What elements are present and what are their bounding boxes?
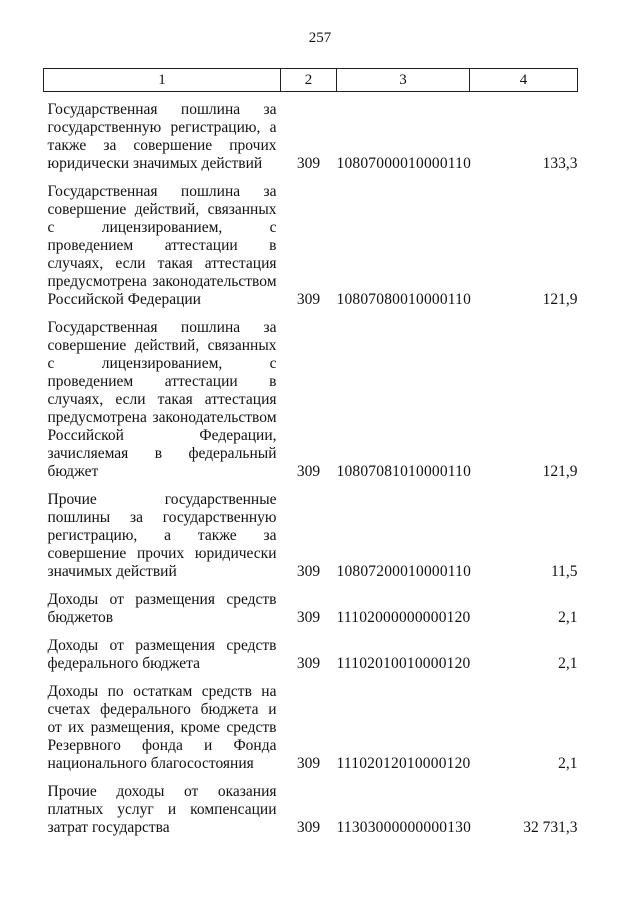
row-admin-code: 309 — [296, 755, 321, 772]
table-row — [44, 637, 578, 683]
table-row — [44, 783, 578, 847]
row-description: Государственная пошлина за государственную регистрацию, а также за совершение прочих юридически значимых действий — [47, 101, 277, 172]
row-kbk-code: 10807080010000110 — [336, 291, 472, 308]
table-header — [44, 69, 578, 92]
header-col-1: 1 — [44, 69, 281, 92]
row-amount: 121,9 — [542, 463, 578, 480]
row-amount: 32 731,3 — [523, 819, 578, 836]
row-kbk-code: 10807000010000110 — [336, 155, 472, 172]
row-description: Доходы от размещения средств федерального бюджета — [47, 637, 277, 672]
row-kbk-code: 10807081010000110 — [336, 463, 472, 480]
header-col-2: 2 — [281, 69, 337, 92]
row-kbk-code: 11102010010000120 — [336, 655, 471, 672]
row-amount: 2,1 — [558, 609, 578, 626]
row-description: Прочие доходы от оказания платных услуг и компенсации затрат государства — [47, 783, 277, 836]
row-admin-code: 309 — [296, 819, 321, 836]
row-amount: 121,9 — [542, 291, 578, 308]
row-admin-code: 309 — [296, 655, 321, 672]
row-admin-code: 309 — [296, 463, 321, 480]
row-description: Прочие государственные пошлины за государственную регистрацию, а также за совершение прочих юридически значимых действий — [47, 491, 277, 580]
table-row — [44, 491, 578, 591]
row-kbk-code: 10807200010000110 — [336, 563, 472, 580]
table-row — [44, 683, 578, 783]
row-description: Доходы от размещения средств бюджетов — [47, 591, 277, 626]
row-admin-code: 309 — [296, 291, 321, 308]
header-col-3: 3 — [337, 69, 470, 92]
row-amount: 133,3 — [542, 155, 578, 172]
row-admin-code: 309 — [296, 563, 321, 580]
page-number: 257 — [308, 30, 332, 46]
header-col-4: 4 — [470, 69, 578, 92]
table-row — [44, 92, 578, 184]
row-kbk-code: 11102000000000120 — [336, 609, 471, 626]
table-row — [44, 183, 578, 319]
row-amount: 11,5 — [550, 563, 578, 580]
row-amount: 2,1 — [558, 655, 578, 672]
revenue-table — [43, 68, 578, 847]
row-admin-code: 309 — [296, 155, 321, 172]
row-amount: 2,1 — [558, 755, 578, 772]
table-row — [44, 319, 578, 491]
table-row — [44, 591, 578, 637]
row-kbk-code: 11303000000000130 — [336, 819, 472, 836]
row-kbk-code: 11102012010000120 — [336, 755, 471, 772]
row-description: Доходы по остаткам средств на счетах федерального бюджета и от их размещения, кроме средств Резервного фонда и Фонда национального благосостояния — [47, 683, 277, 772]
row-description: Государственная пошлина за совершение действий, связанных с лицензированием, с проведением аттестации в случаях, если такая аттестация предусмотрена законодательством Российской Федерации — [47, 183, 277, 308]
row-description: Государственная пошлина за совершение действий, связанных с лицензированием, с проведением аттестации в случаях, если такая аттестация предусмотрена законодательством Российской Федерации, зачисляемая в федеральный бюджет — [47, 319, 277, 480]
row-admin-code: 309 — [296, 609, 321, 626]
